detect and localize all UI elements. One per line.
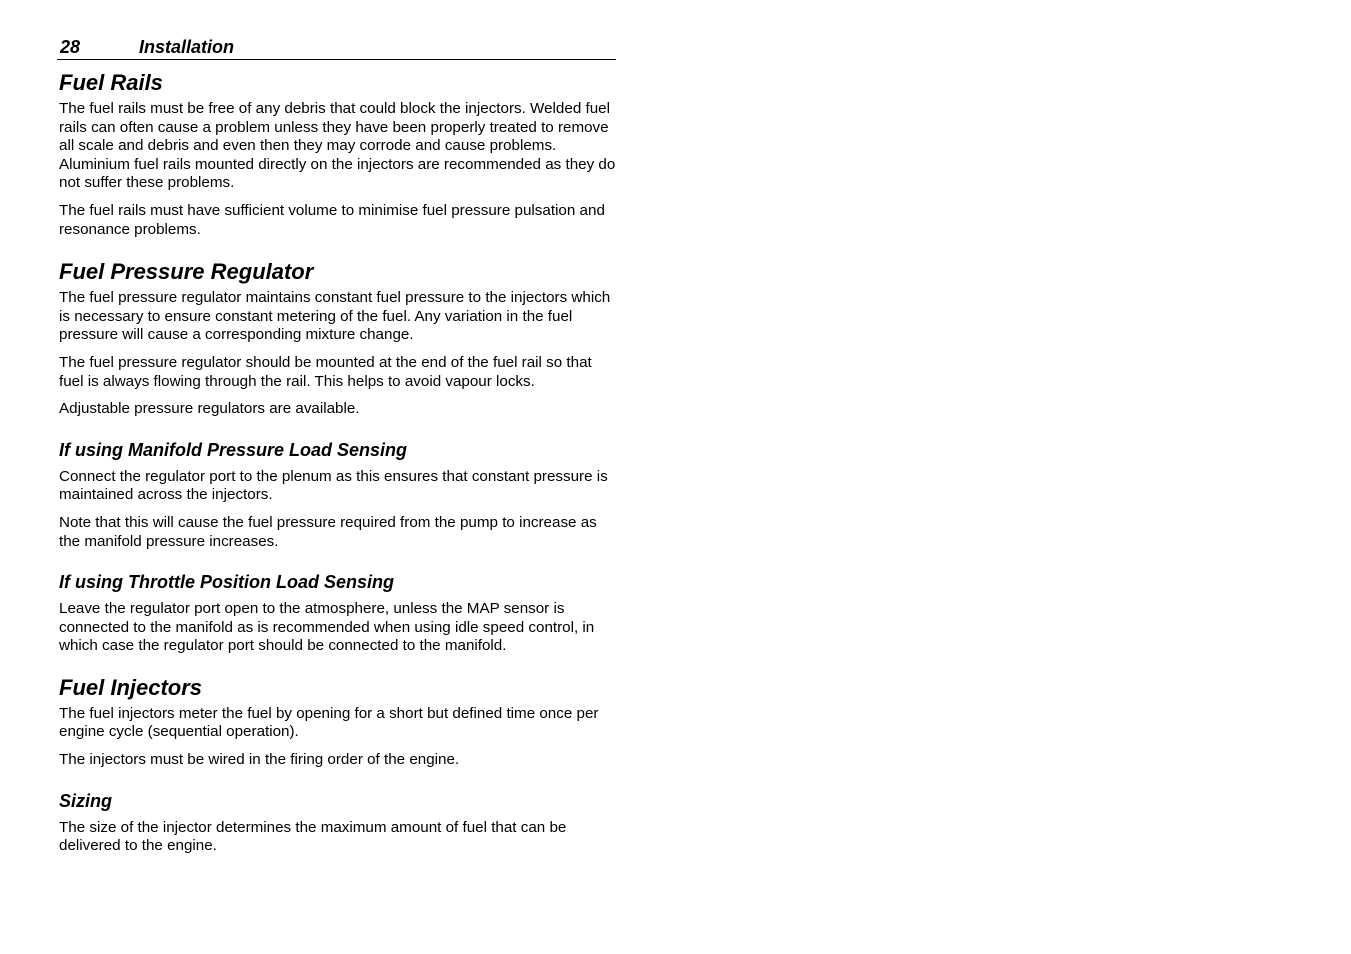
paragraph: Connect the regulator port to the plenum as this ensures that constant pressure is maintained across the injectors. (59, 467, 608, 504)
paragraph: The size of the injector determines the maximum amount of fuel that can be delivered to the engine. (59, 818, 567, 855)
subheading-throttle-position: If using Throttle Position Load Sensing (59, 572, 394, 593)
paragraph: The fuel pressure regulator should be mounted at the end of the fuel rail so that fuel is always flowing through the rail. This helps to avoid vapour locks. (59, 353, 592, 390)
heading-fuel-rails: Fuel Rails (59, 70, 163, 95)
heading-fuel-injectors: Fuel Injectors (59, 674, 203, 700)
paragraph: The fuel rails must be free of any debris that could block the injectors. Welded fuel rails can often cause a problem unless they have been properly treated to remove all scale and debris and even then they may corrode and cause problems. Aluminium fuel rails mounted directly on the injectors are recommended as they do not suffer these problems. (59, 100, 616, 192)
paragraph: The fuel injectors meter the fuel by opening for a short but defined time once per engine cycle (sequential operation). (59, 704, 599, 741)
document-page (57, 36, 616, 856)
subheading-manifold-pressure: If using Manifold Pressure Load Sensing (59, 439, 408, 460)
page-number: 28 (60, 37, 81, 57)
paragraph: Adjustable pressure regulators are available. (59, 400, 360, 418)
paragraph: Note that this will cause the fuel pressure required from the pump to increase as the manifold pressure increases. (59, 513, 597, 550)
heading-fuel-pressure-regulator: Fuel Pressure Regulator (59, 259, 314, 285)
paragraph: The fuel rails must have sufficient volume to minimise fuel pressure pulsation and resonance problems. (59, 201, 605, 238)
paragraph: The fuel pressure regulator maintains constant fuel pressure to the injectors which is necessary to ensure constant metering of the fuel. Any variation in the fuel pressure will cause a corresponding mixture change. (59, 289, 611, 344)
header-section-title: Installation (139, 37, 235, 57)
page-content (57, 70, 616, 856)
paragraph: The injectors must be wired in the firing order of the engine. (59, 751, 460, 769)
running-header (57, 36, 616, 60)
paragraph: Leave the regulator port open to the atmosphere, unless the MAP sensor is connected to the manifold as is recommended when using idle speed control, in which case the regulator port should be connected to the manifold. (59, 600, 595, 655)
subheading-sizing: Sizing (59, 790, 112, 811)
